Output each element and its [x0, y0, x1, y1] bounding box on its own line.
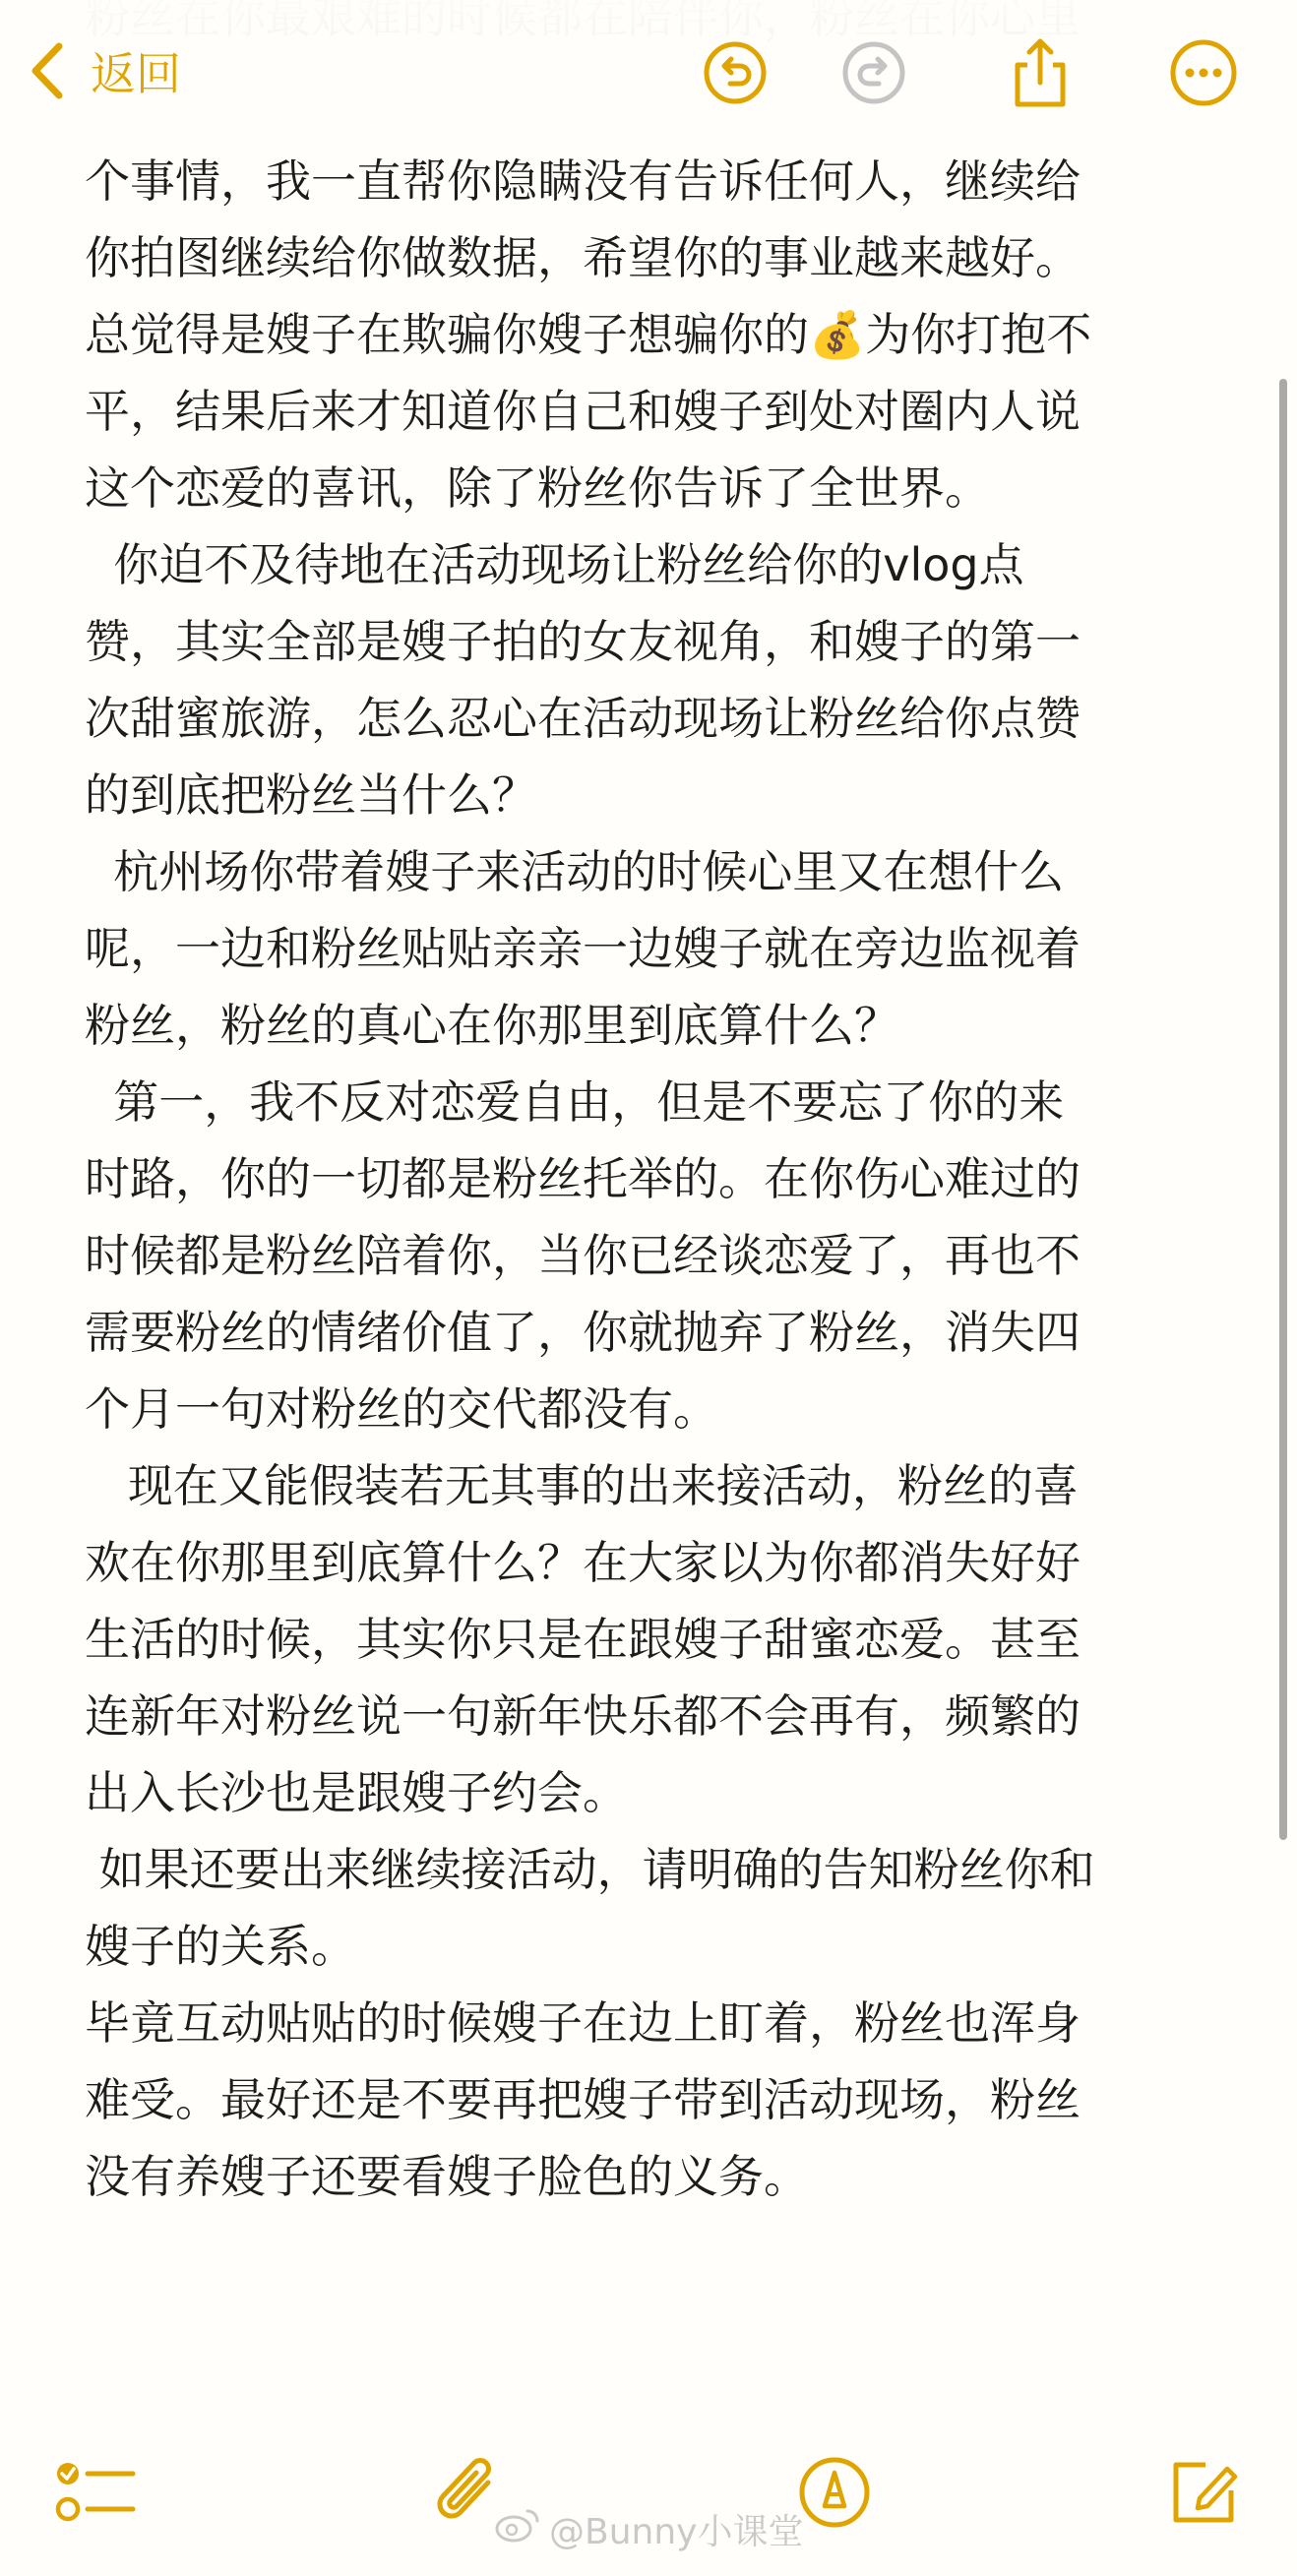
bottom-toolbar: [0, 2428, 1297, 2576]
chevron-left-icon: [30, 42, 63, 99]
note-line: 出入长沙也是跟嫂子约会。: [85, 1766, 628, 1819]
note-line: 嫂子的关系。: [85, 1920, 356, 1973]
note-line: 呢，一边和粉丝贴贴亲亲一边嫂子就在旁边监视着: [85, 922, 1081, 975]
checklist-icon[interactable]: [51, 2448, 140, 2537]
note-line: 平，结果后来才知道你自己和嫂子到处对圈内人说: [85, 385, 1081, 438]
note-line: 个事情，我一直帮你隐瞒没有告诉任何人，继续给: [85, 154, 1081, 208]
note-line: 没有养嫂子还要看嫂子脸色的义务。: [85, 2150, 809, 2203]
back-label: 返回: [91, 47, 181, 100]
watermark: [494, 2504, 803, 2554]
vertical-scrollbar[interactable]: [1279, 379, 1287, 1840]
weibo-logo-icon: [494, 2505, 549, 2553]
watermark-text: @Bunny小课堂: [549, 2512, 804, 2552]
compose-icon[interactable]: [1159, 2448, 1248, 2537]
note-line: 这个恋爱的喜讯，除了粉丝你告诉了全世界。: [85, 461, 990, 515]
share-icon[interactable]: [1005, 37, 1076, 108]
markup-pen-icon[interactable]: [790, 2448, 879, 2537]
back-button[interactable]: [30, 31, 181, 110]
note-line: 第一，我不反对恋爱自由，但是不要忘了你的来: [85, 1075, 1065, 1129]
note-line: 粉丝，粉丝的真心在你那里到底算什么？: [85, 999, 899, 1052]
note-line: 的到底把粉丝当什么？: [85, 768, 537, 822]
note-line: 毕竟互动贴贴的时候嫂子在边上盯着，粉丝也浑身: [85, 1996, 1081, 2050]
note-line: 杭州场你带着嫂子来活动的时候心里又在想什么: [85, 845, 1065, 898]
note-line: 你拍图继续给你做数据，希望你的事业越来越好。: [85, 231, 1081, 284]
note-line: 赞，其实全部是嫂子拍的女友视角，和嫂子的第一: [85, 615, 1081, 668]
redo-icon[interactable]: [838, 37, 909, 108]
note-line: 次甜蜜旅游，怎么忍心在活动现场让粉丝给你点赞: [85, 692, 1081, 745]
note-line: 你迫不及待地在活动现场让粉丝给你的vlog点: [85, 538, 1024, 591]
note-line: 现在又能假装若无其事的出来接活动，粉丝的喜: [85, 1459, 1079, 1512]
note-line: 生活的时候，其实你只是在跟嫂子甜蜜恋爱。甚至: [85, 1613, 1081, 1666]
undo-icon[interactable]: [700, 37, 771, 108]
note-line: 时路，你的一切都是粉丝托举的。在你伤心难过的: [85, 1152, 1081, 1205]
top-toolbar: [0, 0, 1297, 148]
note-line: 欢在你那里到底算什么？在大家以为你都消失好好: [85, 1536, 1081, 1589]
note-line: 如果还要出来继续接活动，请明确的告知粉丝你和: [85, 1843, 1095, 1896]
note-line: 时候都是粉丝陪着你，当你已经谈恋爱了，再也不: [85, 1229, 1081, 1282]
note-line: 难受。最好还是不要再把嫂子带到活动现场，粉丝: [85, 2073, 1081, 2126]
note-body[interactable]: [85, 143, 1216, 2215]
more-icon[interactable]: [1168, 37, 1239, 108]
note-line: 连新年对粉丝说一句新年快乐都不会再有，频繁的: [85, 1689, 1081, 1743]
note-line: 总觉得是嫂子在欺骗你嫂子想骗你的💰为你打抱不: [85, 308, 1092, 361]
note-line: 需要粉丝的情绪价值了，你就抛弃了粉丝，消失四: [85, 1306, 1081, 1359]
note-line: 个月一句对粉丝的交代都没有。: [85, 1382, 718, 1436]
